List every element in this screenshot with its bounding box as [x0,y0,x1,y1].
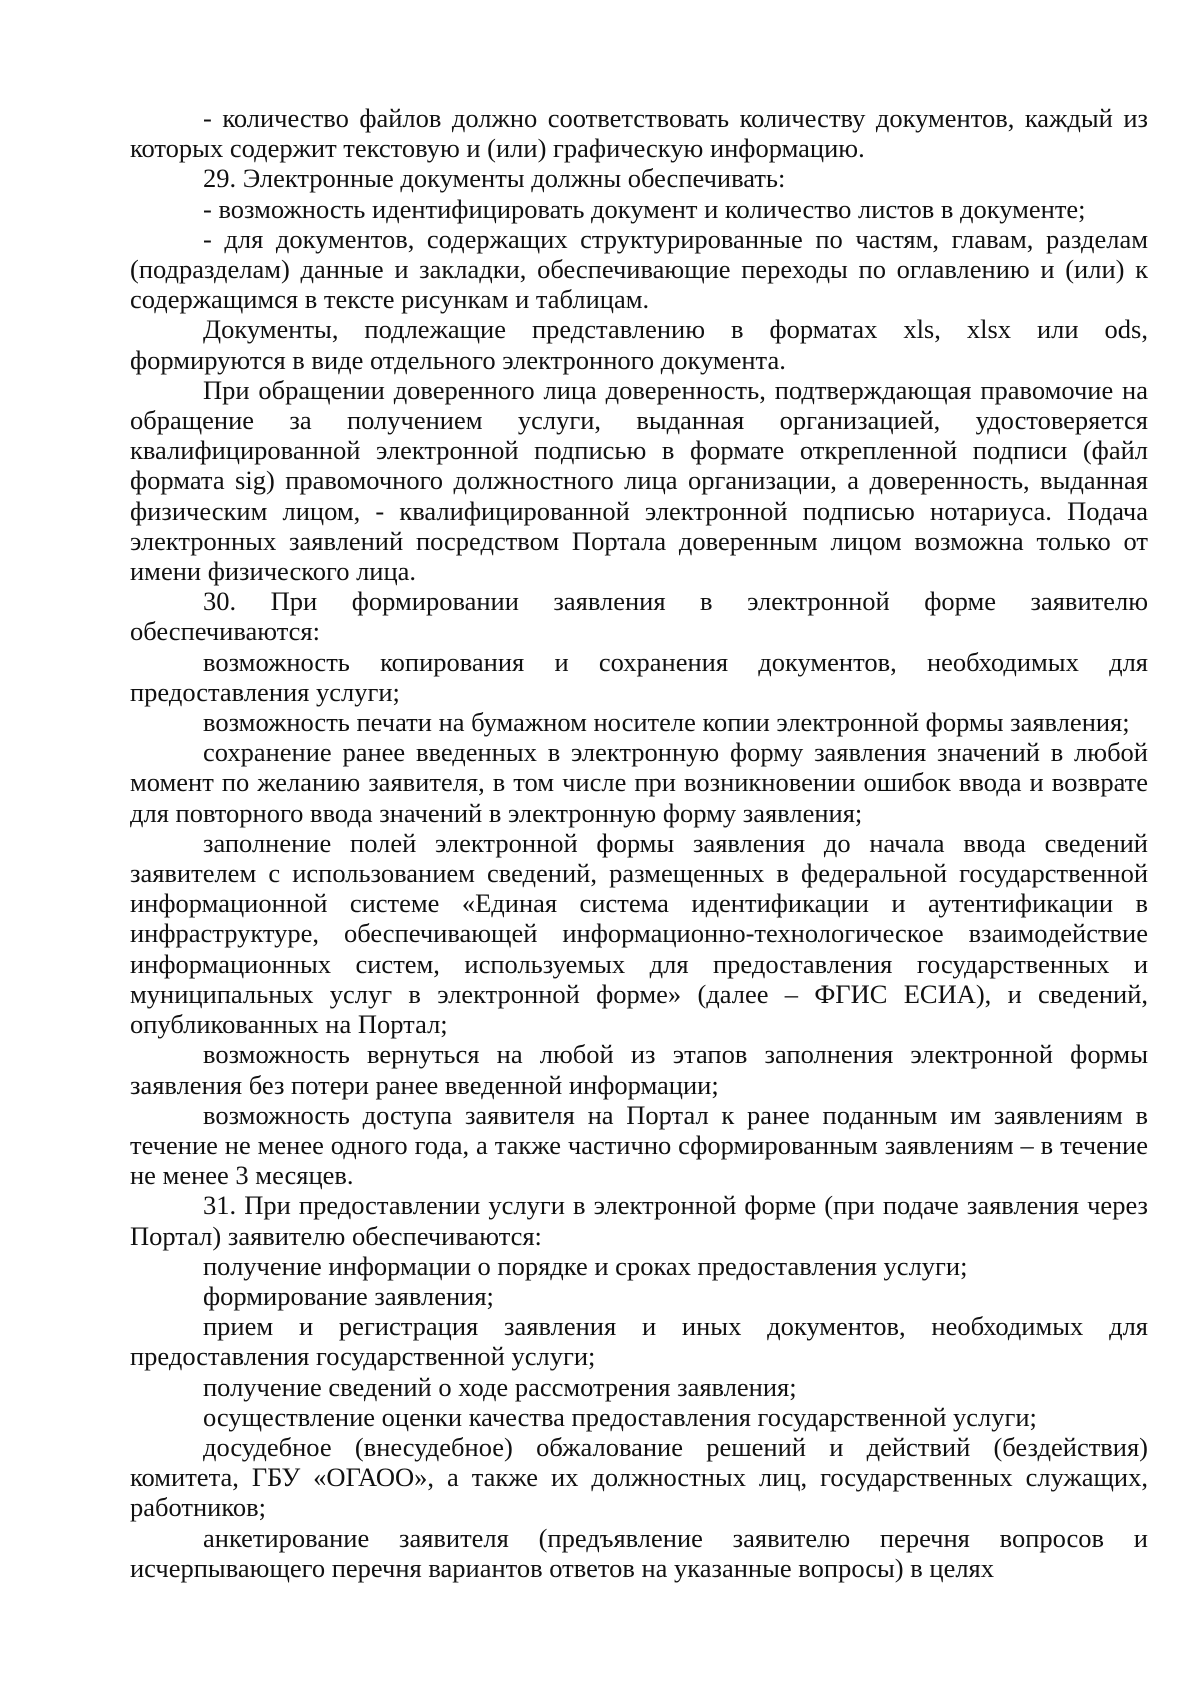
paragraph-29-heading: 29. Электронные документы должны обеспечивать: [203,163,786,194]
paragraph-return-to-step: возможность вернуться на любой из этапов заполнения электронной формы заявления без потери ранее введенной информации; [130,1039,1148,1100]
document-page [130,103,1148,1583]
paragraph-identify-document: - возможность идентифицировать документ и количество листов в документе; [203,193,1086,224]
paragraph-form-application: формирование заявления; [203,1280,494,1311]
paragraph-30-heading: 30. При формировании заявления в электронной форме заявителю обеспечиваются: [130,586,1148,647]
paragraph-copy-save: возможность копирования и сохранения документов, необходимых для предоставления услуги; [130,646,1148,707]
paragraph-prefill-esia: заполнение полей электронной формы заявления до начала ввода сведений заявителем с использованием сведений, размещенных в федеральной государственной информационной системе «Единая система идентификации и аутентификации в инфраструктуре, обеспечивающей информационно-технологическое взаимодействие информационных систем, используемых для предоставления государственных и муниципальных услуг в электронной форме» (далее – ФГИС ЕСИА), и сведений, опубликованных на Портал; [130,827,1148,1040]
paragraph-save-values: сохранение ранее введенных в электронную форму заявления значений в любой момент по желанию заявителя, в том числе при возникновении ошибок ввода и возврате для повторного ввода значений в электронную форму заявления; [130,737,1148,828]
paragraph-appeal: досудебное (внесудебное) обжалование решений и действий (бездействия) комитета, ГБУ «ОГАОО», а также их должностных лиц, государственных служащих, работников; [130,1431,1148,1523]
paragraph-progress-info: получение сведений о ходе рассмотрения заявления; [203,1371,797,1402]
paragraph-power-of-attorney: При обращении доверенного лица доверенность, подтверждающая правомочие на обращение за получением услуги, выданная организацией, удостоверяется квалифицированной электронной подписью в формате открепленной подписи (файл формата sig) правомочного должностного лица организации, а доверенность, выданная физическим лицом, - квалифицированной электронной подписью нотариуса. Подача электронных заявлений посредством Портала доверенным лицом возможна только от имени физического лица. [130,374,1148,587]
paragraph-31-heading: 31. При предоставлении услуги в электронной форме (при подаче заявления через Портал) заявителю обеспечиваются: [130,1190,1148,1251]
paragraph-files-count: - количество файлов должно соответствовать количеству документов, каждый из которых содержит текстовую и (или) графическую информацию. [130,103,1148,164]
paragraph-access-applications: возможность доступа заявителя на Портал к ранее поданным им заявлениям в течение не менее одного года, а также частично сформированным заявлениям – в течение не менее 3 месяцев. [130,1099,1148,1191]
paragraph-questionnaire: анкетирование заявителя (предъявление заявителю перечня вопросов и исчерпывающего перечня вариантов ответов на указанные вопросы) в целях [130,1522,1148,1583]
paragraph-print-copy: возможность печати на бумажном носителе копии электронной формы заявления; [203,707,1130,738]
paragraph-spreadsheet-formats: Документы, подлежащие представлению в форматах xls, xlsx или ods, формируются в виде отдельного электронного документа. [130,314,1148,375]
paragraph-receive-register: прием и регистрация заявления и иных документов, необходимых для предоставления государственной услуги; [130,1311,1148,1372]
paragraph-quality-assessment: осуществление оценки качества предоставления государственной услуги; [203,1401,1037,1432]
paragraph-structured-documents: - для документов, содержащих структурированные по частям, главам, разделам (подразделам) данные и закладки, обеспечивающие переходы по оглавлению и (или) к содержащимся в тексте рисункам и таблицам. [130,223,1148,315]
paragraph-get-information: получение информации о порядке и сроках предоставления услуги; [203,1250,968,1281]
